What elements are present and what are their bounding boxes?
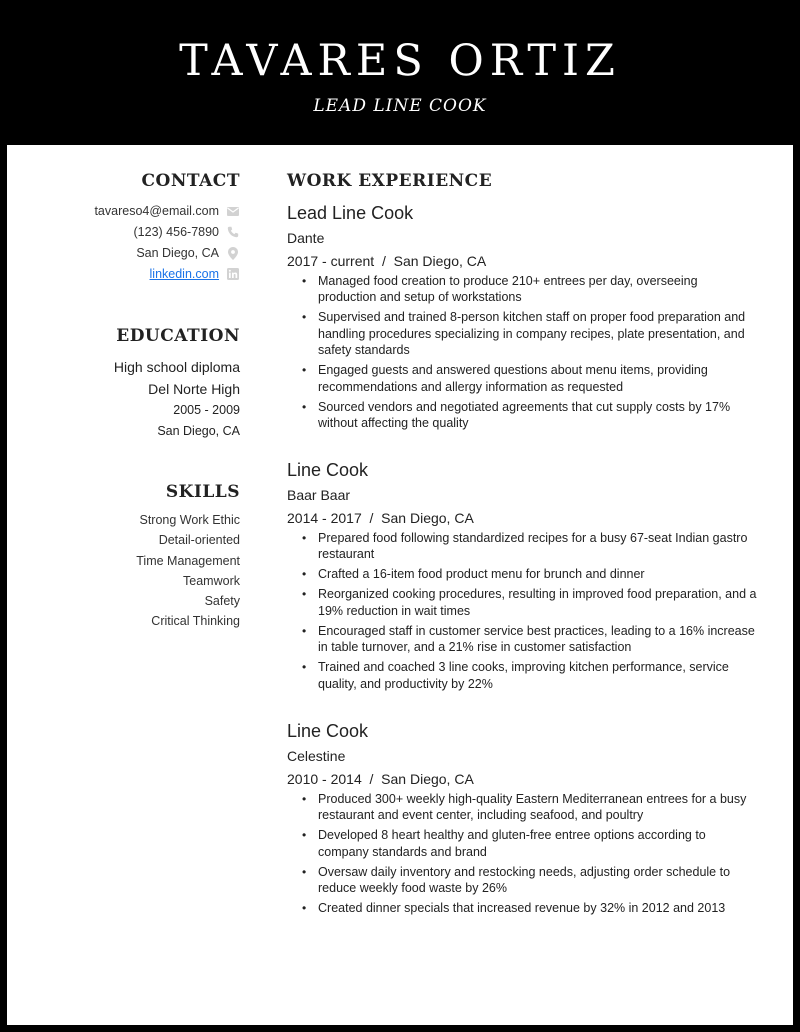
job-bullets (287, 273, 757, 431)
skill-item: Safety (204, 594, 240, 608)
skill-item: Detail-oriented (158, 533, 240, 547)
job-bullet: • Supervised and trained 8-person kitchen staff on proper food preparation and handling procedures specializing in company recipes, plate presentation, and safety standards (318, 309, 757, 358)
contact-linkedin[interactable] (150, 267, 240, 281)
job-title: Lead Line Cook (287, 203, 414, 223)
email-text[interactable]: tavareso4@email.com (94, 204, 219, 218)
job-bullet: • Trained and coached 3 line cooks, improving kitchen performance, service quality, and productivity by 22% (318, 659, 757, 692)
contact-location (136, 246, 240, 260)
linkedin-icon (226, 267, 240, 281)
candidate-title: LEAD LINE COOK (313, 96, 487, 116)
resume-header (0, 0, 800, 145)
job-bullet: • Developed 8 heart healthy and gluten-free entree options according to company standards and brand (318, 827, 757, 860)
job-title: Line Cook (287, 460, 369, 480)
location-text: San Diego, CA (136, 246, 219, 260)
job-bullet: • Sourced vendors and negotiated agreements that cut supply costs by 17% without affecting the quality (318, 399, 757, 432)
skills-heading: SKILLS (165, 482, 240, 502)
job-bullet: • Engaged guests and answered questions about menu items, providing recommendations and allergy information as requested (318, 362, 757, 395)
linkedin-link[interactable]: linkedin.com (149, 267, 219, 281)
work-experience-heading: WORK EXPERIENCE (287, 171, 493, 191)
candidate-name: TAVARES ORTIZ (179, 36, 621, 86)
job-company: Celestine (287, 748, 346, 764)
contact-phone[interactable] (134, 225, 240, 239)
envelope-icon (226, 204, 240, 218)
job-bullet: • Prepared food following standardized recipes for a busy 67-seat Indian gastro restaurant (318, 530, 757, 563)
job-company: Baar Baar (287, 487, 351, 503)
job-dates: 2014 - 2017 / San Diego, CA (287, 510, 474, 526)
job-dates: 2010 - 2014 / San Diego, CA (287, 771, 474, 787)
skill-item: Critical Thinking (151, 614, 240, 628)
job-bullet: • Encouraged staff in customer service best practices, leading to a 16% increase in table turnover, and a 21% rise in customer satisfaction (318, 623, 757, 656)
phone-text[interactable]: (123) 456-7890 (133, 225, 219, 239)
education-heading: EDUCATION (116, 326, 240, 346)
location-pin-icon (226, 246, 240, 260)
job-entry (287, 203, 757, 435)
job-bullets (287, 791, 757, 917)
job-bullet: • Oversaw daily inventory and restocking needs, adjusting order schedule to reduce weekly food waste by 26% (318, 864, 757, 897)
education-years: 2005 - 2009 (173, 403, 240, 417)
job-title: Line Cook (287, 721, 369, 741)
job-entry (287, 721, 757, 920)
job-bullet: • Reorganized cooking procedures, resulting in improved food preparation, and a 19% reduction in wait times (318, 586, 757, 619)
skill-item: Teamwork (183, 574, 240, 588)
job-dates: 2017 - current / San Diego, CA (287, 253, 487, 269)
phone-icon (226, 225, 240, 239)
contact-email[interactable] (94, 204, 240, 218)
resume-page (7, 145, 793, 1025)
job-entry (287, 460, 757, 696)
job-bullet: • Crafted a 16-item food product menu for brunch and dinner (318, 566, 757, 582)
education-location: San Diego, CA (157, 424, 240, 438)
contact-heading: CONTACT (141, 171, 240, 191)
education-school: Del Norte High (148, 381, 240, 397)
skill-item: Time Management (136, 554, 240, 568)
job-bullets (287, 530, 757, 692)
skill-item: Strong Work Ethic (139, 513, 240, 527)
education-degree: High school diploma (113, 359, 240, 375)
job-company: Dante (287, 230, 325, 246)
job-bullet: • Produced 300+ weekly high-quality Eastern Mediterranean entrees for a busy restaurant and event center, including seafood, and poultry (318, 791, 757, 824)
job-bullet: • Created dinner specials that increased revenue by 32% in 2012 and 2013 (318, 900, 757, 916)
job-bullet: • Managed food creation to produce 210+ entrees per day, overseeing production and setup of workstations (318, 273, 757, 306)
